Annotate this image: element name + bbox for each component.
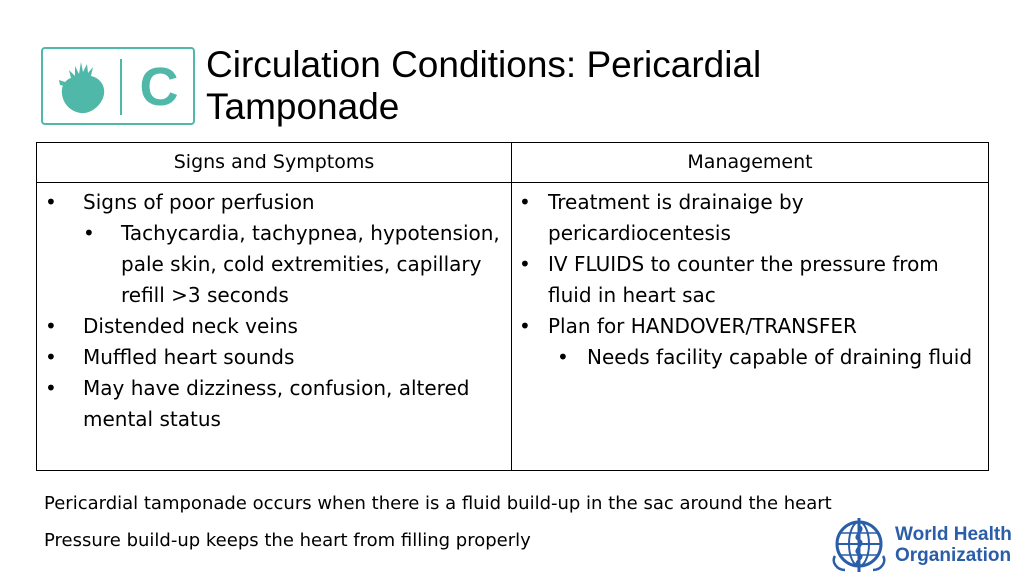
badge-letter: C [139, 57, 179, 117]
bullet-icon: • [45, 314, 57, 338]
list-item-text: Treatment is drainaige by pericardiocentesis [548, 190, 804, 245]
who-wordmark-line1: World Health [895, 524, 1012, 545]
table-header-divider [37, 182, 988, 183]
bullet-icon: • [557, 345, 569, 369]
list-item [45, 373, 505, 435]
list-item [45, 218, 505, 311]
bullet-icon: • [519, 314, 531, 338]
table-column-divider [511, 143, 512, 470]
list-item [519, 342, 985, 373]
note-definition: Pericardial tamponade occurs when there is a fluid build-up in the sac around the heart [44, 493, 832, 514]
who-logo [829, 516, 1019, 574]
page-title: Circulation Conditions: Pericardial Tamponade [206, 44, 762, 127]
management-list [519, 187, 985, 373]
list-item-text: May have dizziness, confusion, altered mental status [83, 376, 470, 431]
list-item-text: Needs facility capable of draining fluid [587, 345, 973, 369]
list-item-text: Tachycardia, tachypnea, hypotension, pale skin, cold extremities, capillary refill >3 seconds [121, 221, 500, 307]
bullet-icon: • [45, 376, 57, 400]
heart-icon [57, 58, 109, 116]
list-item-text: Signs of poor perfusion [83, 190, 315, 214]
bullet-icon: • [45, 345, 57, 369]
circulation-badge [41, 47, 195, 125]
badge-divider [120, 59, 122, 115]
list-item-text: Distended neck veins [83, 314, 298, 338]
bullet-icon: • [45, 190, 57, 214]
list-item-text: IV FLUIDS to counter the pressure from fluid in heart sac [548, 252, 939, 307]
note-pressure: Pressure build-up keeps the heart from filling properly [44, 530, 531, 551]
list-item [45, 187, 505, 218]
who-wordmark [895, 524, 1012, 566]
signs-list [45, 187, 505, 435]
list-item [45, 311, 505, 342]
list-item [519, 311, 985, 342]
list-item [519, 249, 985, 311]
list-item-text: Plan for HANDOVER/TRANSFER [548, 314, 857, 338]
column-header-management: Management [687, 151, 813, 173]
who-emblem-icon [829, 516, 889, 574]
list-item [45, 342, 505, 373]
list-item-text: Muffled heart sounds [83, 345, 295, 369]
column-header-signs: Signs and Symptoms [173, 151, 375, 173]
bullet-icon: • [83, 221, 95, 245]
bullet-icon: • [519, 190, 531, 214]
who-wordmark-line2: Organization [895, 545, 1012, 566]
list-item [519, 187, 985, 249]
bullet-icon: • [519, 252, 531, 276]
info-table [36, 142, 989, 471]
